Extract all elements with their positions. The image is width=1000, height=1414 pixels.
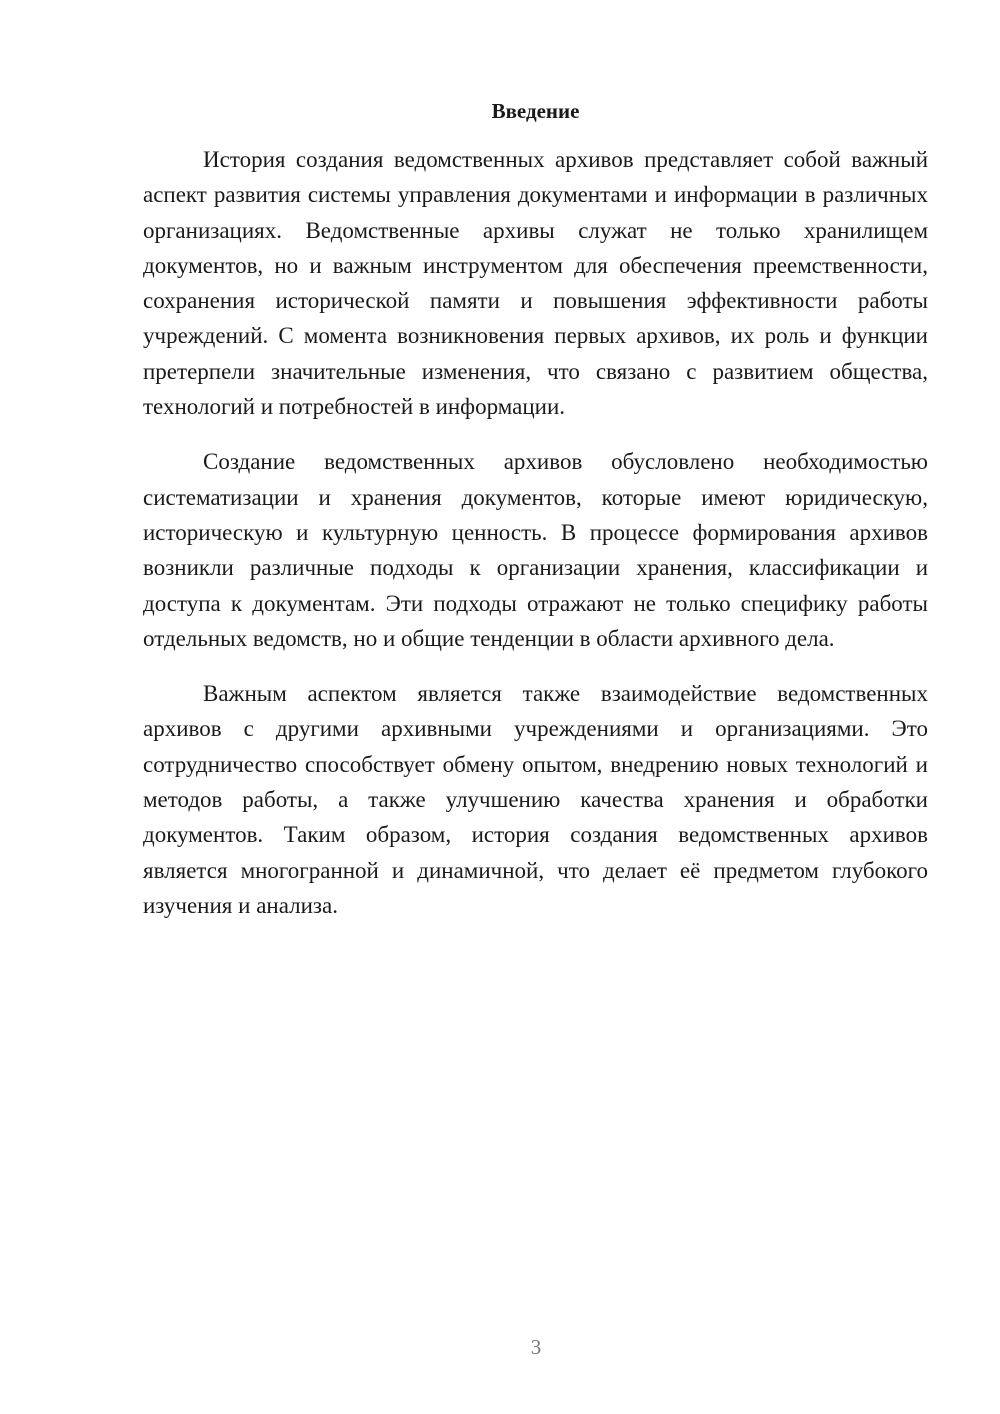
paragraph-1: История создания ведомственных архивов представляет собой важный аспект развития системы управления документами и информации в различных организациях. Ведомственные архивы служат не только хранилищем документов, но и важным инструментом для обеспечения преемственности, сохранения исторической памяти и повышения эффективности работы учреждений. С момента возникновения первых архивов, их роль и функции претерпели значительные изменения, что связано с развитием общества, технологий и потребностей в информации. (143, 147, 928, 420)
page-number: 3 (530, 1335, 542, 1359)
body-text (143, 142, 928, 923)
section-heading: Введение (491, 99, 580, 123)
paragraph-2: Создание ведомственных архивов обусловлено необходимостью систематизации и хранения документов, которые имеют юридическую, историческую и культурную ценность. В процессе формирования архивов возникли различные подходы к организации хранения, классификации и доступа к документам. Эти подходы отражают не только специфику работы отдельных ведомств, но и общие тенденции в области архивного дела. (143, 449, 928, 651)
paragraph-3: Важным аспектом является также взаимодействие ведомственных архивов с другими архивными учреждениями и организациями. Это сотрудничество способствует обмену опытом, внедрению новых технологий и методов работы, а также улучшению качества хранения и обработки документов. Таким образом, история создания ведомственных архивов является многогранной и динамичной, что делает её предметом глубокого изучения и анализа. (143, 681, 928, 918)
